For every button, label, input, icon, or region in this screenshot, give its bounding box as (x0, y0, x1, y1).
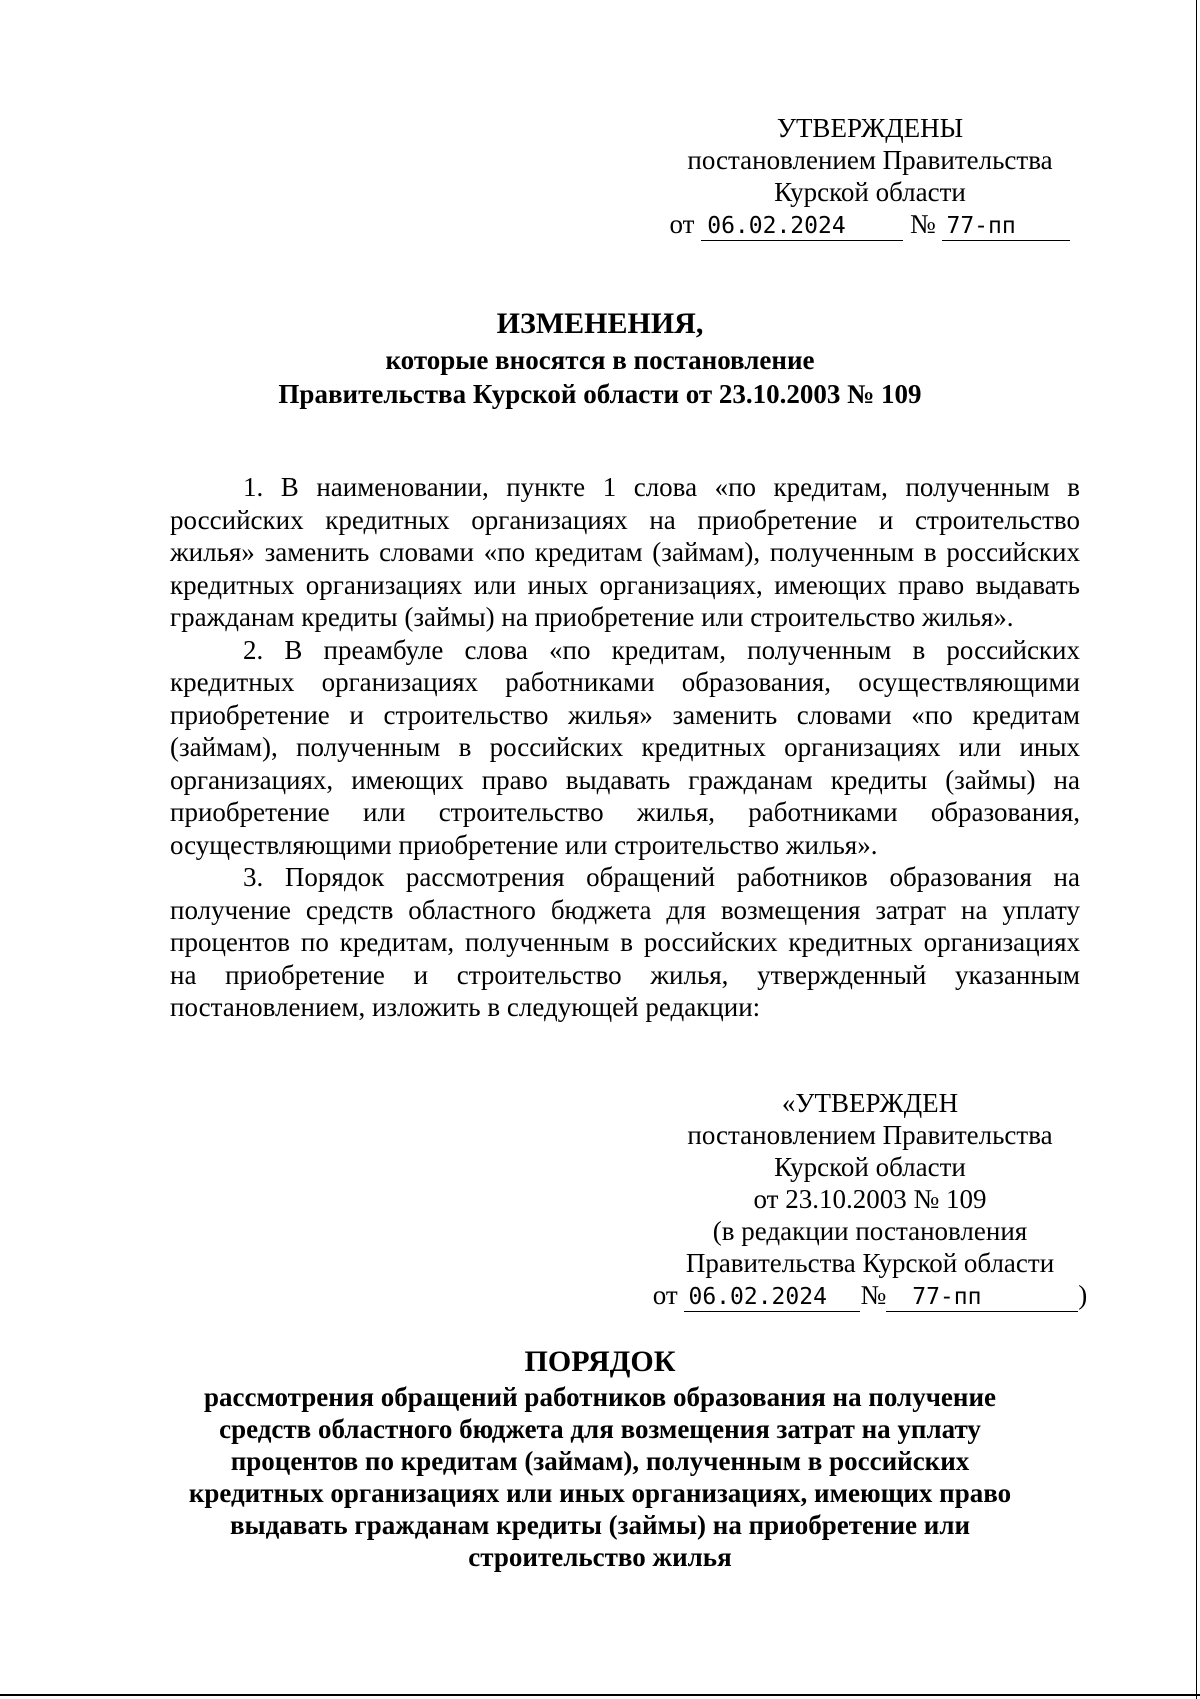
order-line-3: процентов по кредитам (займам), полученным в российских (230, 1446, 970, 1476)
approval2-line-1: постановлением Правительства (687, 1120, 1053, 1150)
approval2-date-line (640, 1279, 1100, 1312)
approval2-line-3: от 23.10.2003 № 109 (753, 1184, 987, 1214)
order-title: ПОРЯДОК (524, 1345, 676, 1378)
approval2-line-5: Правительства Курской области (685, 1248, 1055, 1278)
approval-date-prefix: от (669, 209, 695, 239)
paragraph-1: 1. В наименовании, пункте 1 слова «по кредитам, полученным в российских кредитных организациях на приобретение и строительство жилья» заменить словами «по кредитам (займам), полученным в российских кредитных организациях или иных организациях, имеющих право выдавать гражданам кредиты (займы) на приобретение или строительство жилья». (170, 472, 1080, 632)
approval2-date-field (684, 1283, 860, 1312)
scan-edge-bottom (0, 1694, 1200, 1696)
approval-date-line (640, 208, 1100, 241)
approval-stamp (640, 112, 1100, 241)
approval2-number: 77-пп (912, 1284, 982, 1310)
approval2-line-4: (в редакции постановления (712, 1216, 1028, 1246)
approval-stamp-2 (640, 1087, 1100, 1312)
changes-subtitle-2: Правительства Курской области от 23.10.2003 № 109 (278, 379, 922, 409)
paragraph-2: 2. В преамбуле слова «по кредитам, полученным в российских кредитных организациях работниками образования, осуществляющими приобретение и строительство жилья» заменить словами «по кредитам (займам), полученным в российских кредитных организациях или иных организациях, имеющих право выдавать гражданам кредиты (займы) на приобретение или строительство жилья, работниками образования, осуществляющими приобретение или строительство жилья». (170, 634, 1080, 860)
approval2-number-prefix: № (860, 1280, 887, 1310)
order-line-6: строительство жилья (468, 1542, 732, 1572)
approval2-date: 06.02.2024 (688, 1284, 827, 1310)
order-line-1: рассмотрения обращений работников образования на получение (203, 1382, 997, 1412)
approval-line-1: постановлением Правительства (687, 145, 1053, 175)
approval-title: УТВЕРЖДЕНЫ (776, 113, 964, 143)
approval2-title: «УТВЕРЖДЕН (781, 1088, 959, 1118)
approval-number: 77-пп (946, 213, 1016, 239)
approval2-number-field (886, 1283, 1078, 1312)
approval-number-prefix: № (909, 209, 936, 239)
approval-number-field (942, 212, 1070, 241)
approval2-closing: ) (1078, 1280, 1088, 1310)
changes-title: ИЗМЕНЕНИЯ, (496, 307, 704, 340)
order-line-5: выдавать гражданам кредиты (займы) на приобретение или (229, 1510, 971, 1540)
order-line-2: средств областного бюджета для возмещения затрат на уплату (219, 1414, 981, 1444)
scan-edge-right (1196, 0, 1197, 1699)
approval2-line-2: Курской области (774, 1152, 966, 1182)
order-heading (150, 1343, 1050, 1573)
approval-date: 06.02.2024 (707, 213, 846, 239)
changes-heading (150, 305, 1050, 411)
approval2-date-prefix: от (652, 1280, 678, 1310)
changes-subtitle-1: которые вносятся в постановление (385, 345, 815, 375)
paragraph-3: 3. Порядок рассмотрения обращений работников образования на получение средств областного бюджета для возмещения затрат на уплату процентов по кредитам, полученным в российских кредитных организациях на приобретение и строительство жилья, утвержденный указанным постановлением, изложить в следующей редакции: (170, 862, 1080, 1022)
amendments-body (170, 471, 1080, 1024)
approval-date-field (701, 212, 903, 241)
approval-line-2: Курской области (774, 177, 966, 207)
order-line-4: кредитных организациях или иных организациях, имеющих право (188, 1478, 1012, 1508)
